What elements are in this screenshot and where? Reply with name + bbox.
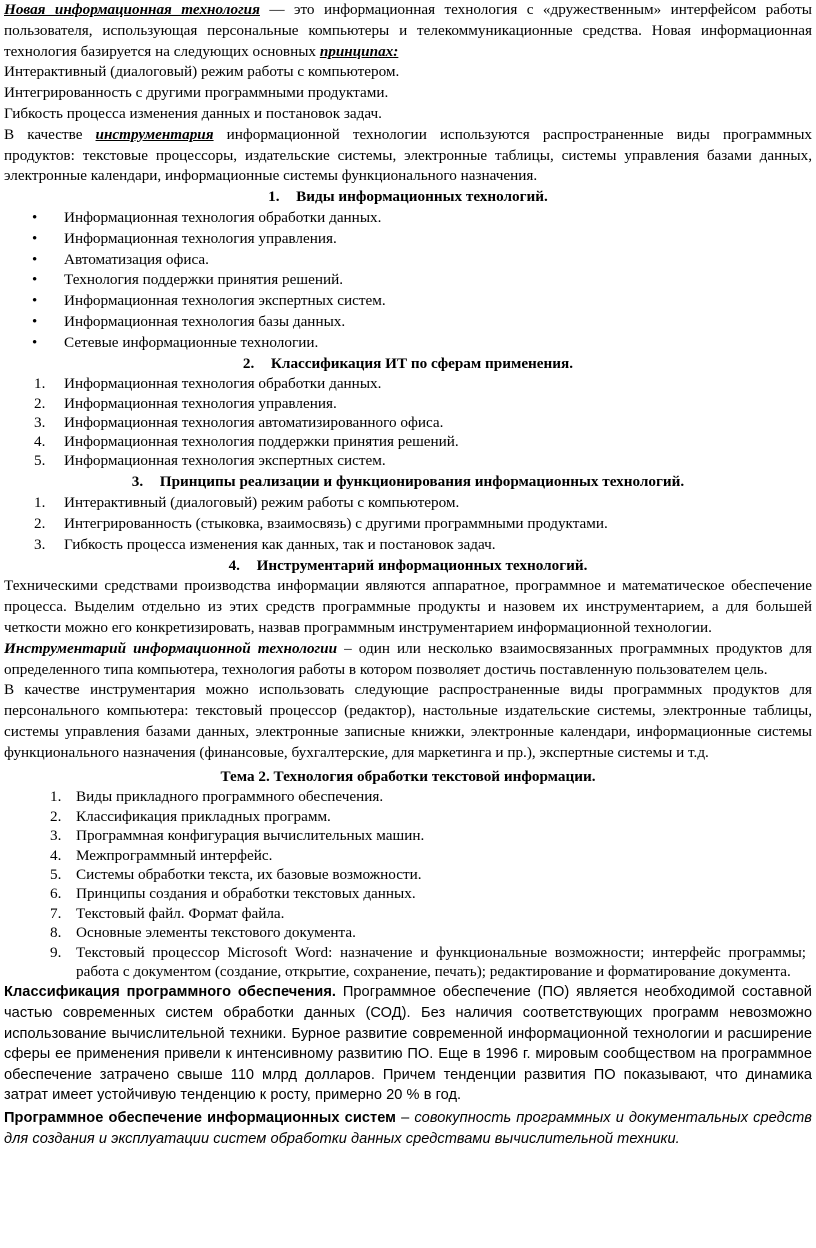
intro-term: Новая информационная технология bbox=[4, 1, 260, 18]
list-item: • Информационная технология управления. bbox=[4, 229, 812, 250]
principle-line-2: Интегрированность с другими программными продуктами. bbox=[4, 84, 389, 102]
list-item: • Автоматизация офиса. bbox=[4, 250, 812, 271]
item-number: 8. bbox=[50, 924, 62, 942]
list-item bbox=[4, 865, 812, 884]
list-item bbox=[4, 374, 812, 393]
item-text: Гибкость процесса изменения как данных, так и постановок задач. bbox=[64, 535, 496, 553]
item-number: 3. bbox=[34, 413, 46, 431]
item-number: 4. bbox=[34, 432, 46, 450]
item-text: Принципы создания и обработки текстовых данных. bbox=[76, 885, 416, 903]
section-1-title: Виды информационных технологий. bbox=[296, 188, 548, 206]
list-item bbox=[4, 923, 812, 942]
list-item bbox=[4, 413, 812, 432]
list-item bbox=[4, 884, 812, 903]
definition-text-italic: совокупность программных и документальных средств для создания и эксплуатации систем обработки данных средствами вычислительной техники. bbox=[4, 1109, 812, 1147]
list-item bbox=[4, 394, 812, 413]
item-text: Текстовый процессор Microsoft Word: назначение и функциональные возможности; интерфейс программы; работа с документом (создание, открытие, сохранение, печать); редактирование и форматирование документа. bbox=[76, 943, 806, 980]
list-item bbox=[4, 787, 812, 806]
item-number: 5. bbox=[34, 452, 46, 470]
instr-post: информационной технологии используются распространенные виды программных продуктов: текстовые процессоры, издательские системы, электронные таблицы, системы управления базами данных, электронные календари, информационные системы функционального назначения. bbox=[4, 125, 812, 185]
instr-pre: В качестве bbox=[4, 125, 96, 143]
item-number: 5. bbox=[50, 865, 62, 883]
definition-dash: – bbox=[396, 1109, 415, 1126]
list-item: • Информационная технология базы данных. bbox=[4, 312, 812, 333]
item-number: 1. bbox=[34, 494, 46, 512]
list-item bbox=[4, 846, 812, 865]
section-1-number: 1. bbox=[268, 188, 280, 206]
principle-line-1: Интерактивный (диалоговый) режим работы с компьютером. bbox=[4, 63, 400, 81]
instrumentarium-word: инструментария bbox=[95, 125, 214, 143]
item-text: Классификация прикладных программ. bbox=[76, 807, 331, 825]
item-text: Интегрированность (стыковка, взаимосвязь) с другими программными продуктами. bbox=[64, 514, 608, 532]
item-text: Системы обработки текста, их базовые возможности. bbox=[76, 865, 422, 883]
section-2-title: Классификация ИТ по сферам применения. bbox=[270, 354, 574, 372]
item-text: Информационная технология обработки данных. bbox=[64, 375, 382, 393]
section-3-list bbox=[4, 493, 812, 555]
section-4-paragraph-1: Техническими средствами производства информации являются аппаратное, программное и математическое обеспечение процесса. Выделим отдельно из этих средств программные продукты и назовем их инструментарием, а для большей четкости можно его конкретизировать, назвав программным инструментарием информационной технологии. bbox=[4, 577, 812, 636]
definition-text: – один или несколько взаимосвязанных программных продуктов для определенного типа компьютера, технология работы в котором позволяет достичь поставленную пользователем цель. bbox=[4, 639, 812, 678]
item-number: 2. bbox=[34, 514, 46, 532]
list-item: • Информационная технология экспертных систем. bbox=[4, 291, 812, 312]
definition-paragraph bbox=[4, 1108, 812, 1149]
list-item bbox=[4, 432, 812, 451]
item-number: 3. bbox=[50, 827, 62, 845]
section-4-definition bbox=[4, 639, 812, 681]
classification-paragraph bbox=[4, 982, 812, 1106]
definition-term: Инструментарий информационной технологии bbox=[4, 639, 338, 657]
item-text: Интерактивный (диалоговый) режим работы с компьютером. bbox=[64, 494, 460, 512]
instrumentarium-paragraph bbox=[4, 125, 812, 187]
list-item: • Сетевые информационные технологии. bbox=[4, 333, 812, 354]
item-text: Информационная технология автоматизированного офиса. bbox=[64, 413, 444, 431]
item-text: Межпрограммный интерфейс. bbox=[76, 846, 273, 864]
section-4-paragraph-3: В качестве инструментария можно использовать следующие распространенные виды программных продуктов для персонального компьютера: текстовый процессор (редактор), настольные издательские системы, электронные таблицы, системы управления базами данных, электронные записные книжки, электронные календари, информационные системы функционального назначения (финансовые, бухгалтерские, для маркетинга и пр.), экспертные системы и т.д. bbox=[4, 681, 812, 761]
definition-term-sans: Программное обеспечение информационных систем bbox=[4, 1109, 397, 1126]
section-3-title: Принципы реализации и функционирования информационных технологий. bbox=[159, 473, 685, 491]
principle-line-3: Гибкость процесса изменения данных и постановок задач. bbox=[4, 104, 382, 122]
section-4-heading bbox=[4, 556, 812, 577]
item-text: Программная конфигурация вычислительных машин. bbox=[76, 827, 425, 845]
item-number: 3. bbox=[34, 535, 46, 553]
classification-text: Программное обеспечение (ПО) является необходимой составной частью современных систем обработки данных (СОД). Без наличия соответствующих программ невозможно использование вычислительной техники. Бурное развитие современной информационной технологии и расширение сферы ее применения привели к интенсивному развитию ПО. Еще в 1996 г. мировым сообществом на программное обеспечение затрачено свыше 110 млрд долларов. Причем тенденции развития ПО показывают, что динамика затрат имеет устойчивую тенденцию к росту, примерно 20 % в год. bbox=[4, 984, 812, 1104]
list-item bbox=[4, 451, 812, 470]
section-2-heading bbox=[4, 354, 812, 375]
list-item bbox=[4, 493, 812, 514]
topic-2-list bbox=[4, 787, 812, 981]
item-number: 4. bbox=[50, 846, 62, 864]
item-number: 7. bbox=[50, 904, 62, 922]
item-number: 9. bbox=[50, 943, 62, 961]
list-item: • Технология поддержки принятия решений. bbox=[4, 270, 812, 291]
list-item bbox=[4, 807, 812, 826]
list-item: • Информационная технология обработки данных. bbox=[4, 208, 812, 229]
item-text: Основные элементы текстового документа. bbox=[76, 924, 356, 942]
section-2-number: 2. bbox=[242, 354, 255, 372]
item-text: Виды прикладного программного обеспечения. bbox=[76, 788, 384, 806]
item-number: 6. bbox=[50, 885, 62, 903]
section-1-heading bbox=[4, 187, 812, 208]
principles-word: принципах: bbox=[319, 42, 399, 60]
item-text: Информационная технология управления. bbox=[64, 394, 337, 412]
section-3-number: 3. bbox=[131, 473, 144, 491]
intro-text: — это информационная технология с «дружественным» интерфейсом работы пользователя, использующая персональные компьютеры и телекоммуникационные средства. Новая информационная технология базируется на следующих основных bbox=[4, 1, 812, 60]
topic-2-heading: Тема 2. Технология обработки текстовой информации. bbox=[220, 767, 596, 785]
item-number: 2. bbox=[34, 394, 46, 412]
item-number: 2. bbox=[50, 807, 62, 825]
item-number: 1. bbox=[34, 375, 46, 393]
list-item bbox=[4, 904, 812, 923]
classification-term: Классификация программного обеспечения. bbox=[4, 984, 337, 1001]
section-2-list bbox=[4, 374, 812, 470]
intro-paragraph bbox=[4, 0, 812, 62]
item-text: Информационная технология экспертных систем. bbox=[64, 452, 386, 470]
list-item bbox=[4, 943, 812, 982]
item-number: 1. bbox=[50, 788, 62, 806]
section-4-title: Инструментарий информационных технологий. bbox=[256, 556, 588, 574]
section-3-heading bbox=[4, 472, 812, 493]
list-item bbox=[4, 826, 812, 845]
section-1-list bbox=[4, 208, 812, 354]
list-item bbox=[4, 535, 812, 556]
item-text: Текстовый файл. Формат файла. bbox=[76, 904, 285, 922]
section-4-number: 4. bbox=[228, 556, 240, 574]
list-item bbox=[4, 514, 812, 535]
item-text: Информационная технология поддержки принятия решений. bbox=[64, 432, 459, 450]
